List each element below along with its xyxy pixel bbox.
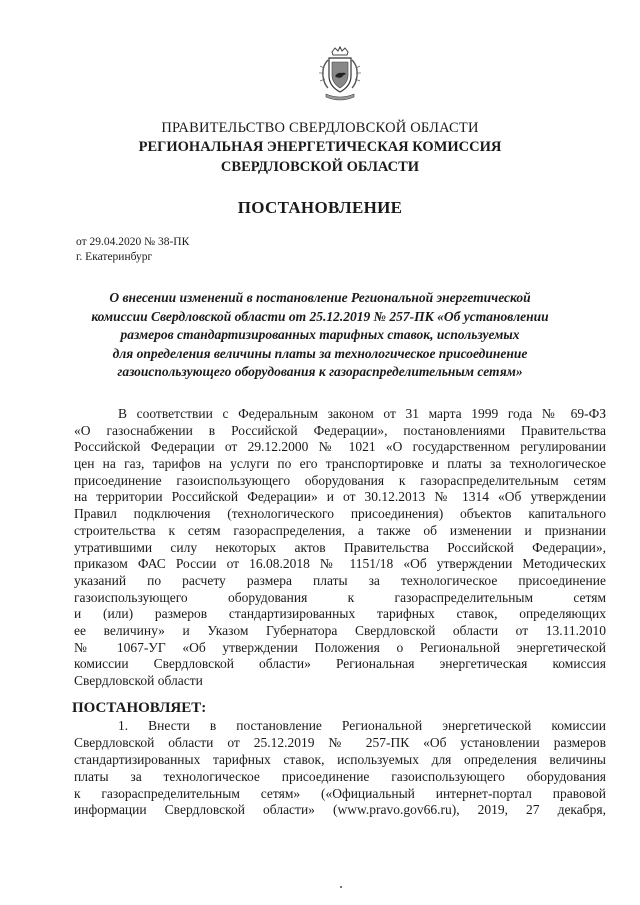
document-title: ПОСТАНОВЛЕНИЕ xyxy=(237,198,403,217)
text-line: Свердловской области xyxy=(74,673,203,688)
text-line: стандартизированных тарифных ставок, используемых для определения величины xyxy=(74,751,606,767)
text-line: цен на газ, тарифов на услуги по его транспортировке и платы за технологическое xyxy=(74,456,606,472)
document-subject xyxy=(0,289,640,382)
text-line: строительства к сетям газораспределения, а также об изменении и признании xyxy=(74,522,606,538)
subject-line: О внесении изменений в постановление Региональной энергетической xyxy=(109,290,531,305)
text-line: платы за технологическое присоединение газоиспользующего оборудования xyxy=(74,768,606,784)
subject-line: газоиспользующего оборудования к газораспределительным сетям» xyxy=(117,364,523,379)
text-line: присоединение газоиспользующего оборудования к газораспределительным сетям xyxy=(74,472,606,488)
region-name: СВЕРДЛОВСКОЙ ОБЛАСТИ xyxy=(220,159,420,175)
text-line: ее величину» и Указом Губернатора Свердловской области от 13.11.2010 xyxy=(74,622,606,638)
text-line: газоиспользующего оборудования к газораспределительным сетям xyxy=(74,589,606,605)
item-1-paragraph xyxy=(74,718,606,819)
government-name: ПРАВИТЕЛЬСТВО СВЕРДЛОВСКОЙ ОБЛАСТИ xyxy=(161,120,479,136)
text-line: Свердловской области от 25.12.2019 № 257-ПК «Об установлении размеров xyxy=(74,734,606,750)
text-line: информации Свердловской области» (www.pravo.gov66.ru), 2019, 27 декабря, xyxy=(74,802,606,818)
commission-name: РЕГИОНАЛЬНАЯ ЭНЕРГЕТИЧЕСКАЯ КОМИССИЯ xyxy=(138,139,502,155)
scan-speck xyxy=(340,886,342,888)
text-line: комиссии Свердловской области» Региональная энергетическая комиссия xyxy=(74,656,606,672)
text-line: Российской Федерации от 29.12.2000 № 1021 «О государственном регулировании xyxy=(74,439,606,455)
subject-line: комиссии Свердловской области от 25.12.2019 № 257-ПК «Об установлении xyxy=(91,308,549,324)
subject-line: размеров стандартизированных тарифных ставок, используемых xyxy=(120,327,520,342)
text-line: № 1067-УГ «Об утверждении Положения о Региональной энергетической xyxy=(74,639,606,655)
text-line: 1. Внести в постановление Региональной энергетической комиссии xyxy=(118,718,606,733)
text-line: Правил подключения (технологического присоединения) объектов капитального xyxy=(74,506,606,522)
text-line: приказом ФАС России от 16.08.2018 № 1151/18 «Об утверждении Методических xyxy=(74,556,606,572)
text-line: на территории Российской Федерации» и от 30.12.2013 № 1314 «Об утверждении xyxy=(74,489,606,505)
text-line: «О газоснабжении в Российской Федерации», постановлениями Правительства xyxy=(74,422,606,438)
text-line: к газораспределительным сетям» («Официальный интернет-портал правовой xyxy=(74,785,606,801)
resolution-heading: ПОСТАНОВЛЯЕТ: xyxy=(72,700,207,716)
document-city: г. Екатеринбург xyxy=(76,251,153,263)
preamble-paragraph xyxy=(74,406,606,690)
text-line: В соответствии с Федеральным законом от 31 марта 1999 года № 69-ФЗ xyxy=(118,406,606,421)
coat-of-arms-icon xyxy=(318,46,362,102)
text-line: и (или) размеров стандартизированных тарифных ставок, определяющих xyxy=(74,606,606,622)
text-line: утратившими силу некоторых актов Правительства Российской Федерации», xyxy=(74,539,606,555)
document-date-number: от 29.04.2020 № 38-ПК xyxy=(76,236,190,248)
subject-line: для определения величины платы за технологическое присоединение xyxy=(112,345,528,361)
text-line: указаний по расчету размера платы за технологическое присоединение xyxy=(74,572,606,588)
